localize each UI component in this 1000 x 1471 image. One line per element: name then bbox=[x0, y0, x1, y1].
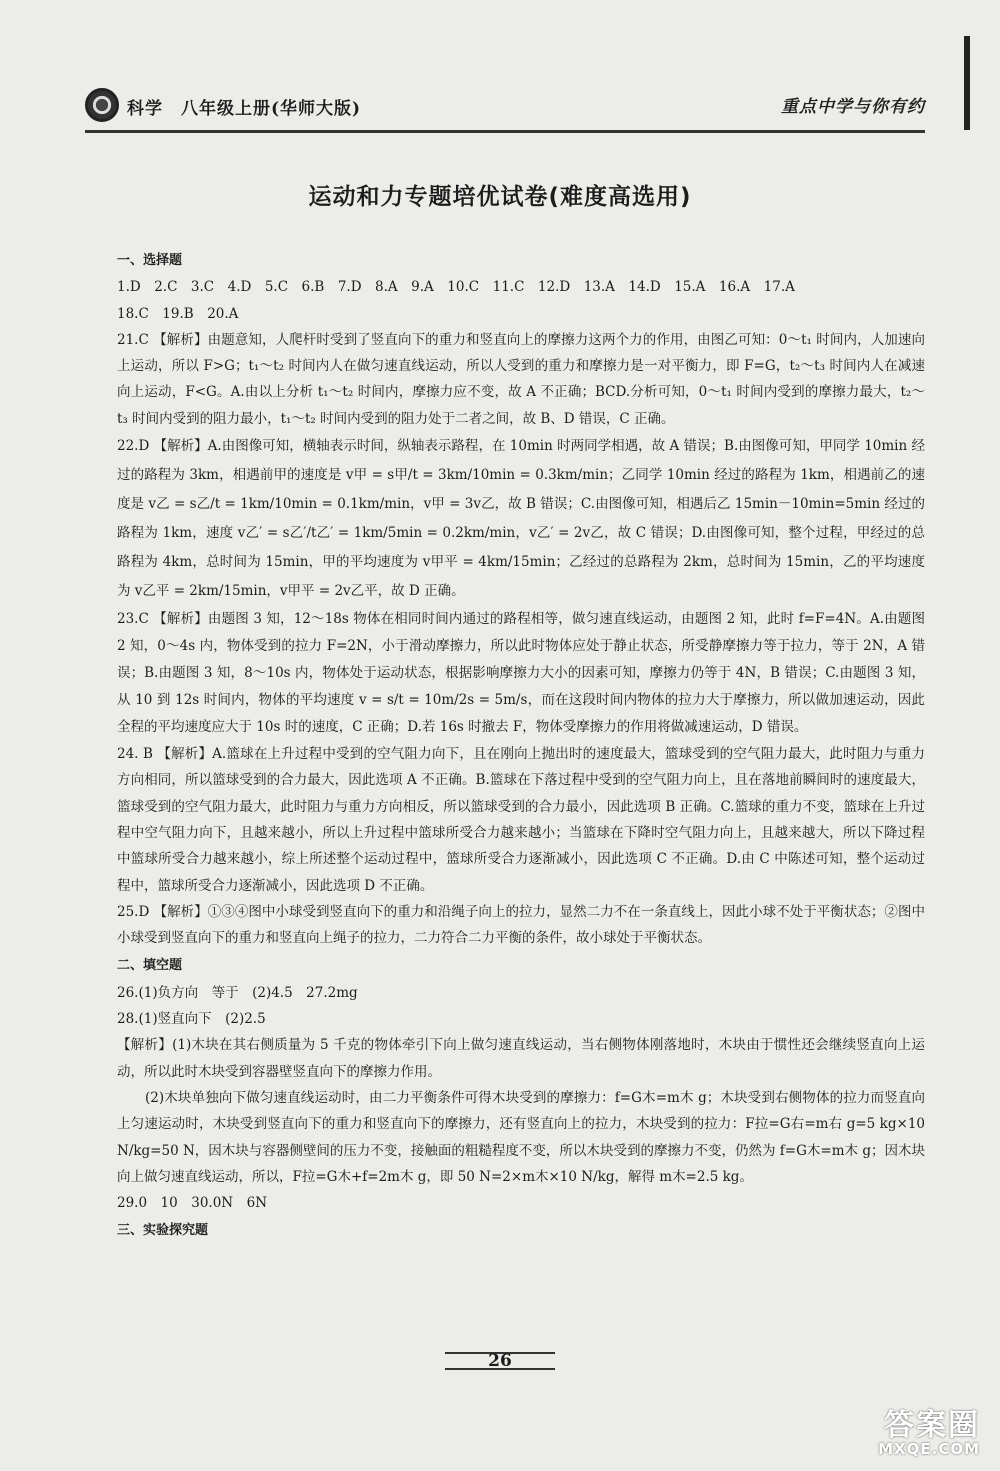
page-title: 运动和力专题培优试卷(难度高选用) bbox=[308, 184, 692, 210]
answer-q29-30: 29.0 10 30.0N 6N bbox=[117, 1195, 268, 1212]
explanation-q28-part1: 【解析】(1)木块在其右侧质量为 5 千克的物体牵引下向上做匀速直线运动，当右侧物体刚落地时，木块由于惯性还会继续竖直向上运动，所以此时木块受到容器壁竖直向下的摩擦力作用。 bbox=[117, 1037, 925, 1080]
watermark bbox=[820, 1400, 990, 1470]
page-number: 26 bbox=[488, 1351, 512, 1371]
page-header bbox=[85, 88, 925, 128]
explanation-q23: 23.C 【解析】由题图 3 知，12～18s 物体在相同时间内通过的路程相等，做匀速直线运动，由题图 2 知，此时 f=F=4N。A.由题图 2 知，0～4s 内，物体受到的拉力 F=2N，小于滑动摩擦力，所以此时物体应处于静止状态，所受静摩擦力等于拉力，等于 2N，A 错误；B.由题图 3 知，8～10s 内，物体处于运动状态，根据影响摩擦力大小的因素可知，摩擦力仍等于 4N，B 错误；C.由题图 3 知，从 10 到 12s 时间内，物体的平均速度 v = s/t = 10m/2s = 5m/s，而在这段时间内物体的拉力大于摩擦力，所以做加速运动，因此全程的平均速度应大于 10s 时的速度，C 正确；D.若 16s 时撤去 F，物体受摩擦力的作用将做减速运动，D 错误。 bbox=[117, 611, 925, 736]
explanation-q24: 24. B 【解析】A.篮球在上升过程中受到的空气阻力向下，且在刚向上抛出时的速度最大，篮球受到的空气阻力最大，此时阻力与重力方向相同，所以篮球受到的合力最大，因此选项 A 不正确。B.篮球在下落过程中受到的空气阻力向上，且在落地前瞬间时的速度最大，篮球受到的空气阻力最大，此时阻力与重力方向相反，所以篮球受到的合力最小，因此选项 B 正确。C.篮球的重力不变，篮球在上升过程中空气阻力向下，且越来越小，所以上升过程中篮球所受合力越来越小；当篮球在下降时空气阻力向上，且越来越大，所以下降过程中篮球所受合力越来越小，综上所述整个运动过程中，篮球所受合力逐渐减小，因此选项 C 不正确。D.由 C 中陈述可知，整个运动过程中，篮球所受合力逐渐减小，因此选项 D 不正确。 bbox=[117, 746, 925, 894]
explanation-q25: 25.D 【解析】①③④图中小球受到竖直向下的重力和沿绳子向上的拉力，显然二力不在一条直线上，因此小球不处于平衡状态；②图中小球受到竖直向下的重力和竖直向上绳子的拉力，二力符合二力平衡的条件，故小球处于平衡状态。 bbox=[117, 903, 925, 947]
answer-line-1: 1.D 2.C 3.C 4.D 5.C 6.B 7.D 8.A 9.A 10.C 11.C 12.D 13.A 14.D 15.A 16.A 17.A bbox=[117, 279, 795, 296]
header-rule bbox=[85, 130, 925, 133]
page-number-badge bbox=[445, 1346, 555, 1376]
watermark-url: MXQE.COM bbox=[878, 1440, 980, 1458]
margin-bar bbox=[964, 36, 970, 130]
section-heading-choice: 一、选择题 bbox=[117, 253, 183, 268]
watermark-text: 答案圈 bbox=[884, 1408, 980, 1443]
series-brand: 重点中学与你有约 bbox=[781, 97, 925, 117]
explanation-q21: 21.C 【解析】由题意知，人爬杆时受到了竖直向下的重力和竖直向上的摩擦力这两个力的作用，由图乙可知：0～t₁ 时间内，人加速向上运动，所以 F>G；t₁～t₂ 时间内人在做匀速直线运动，所以人受到的重力和摩擦力是一对平衡力，即 F=G，t₂～t₃ 时间内人在减速向上运动，F<G。A.由以上分析 t₁～t₂ 时间内，摩擦力应不变，故 A 不正确；BCD.分析可知，0～t₁ 时间内受到的摩擦力最大，t₂～t₃ 时间内受到的阻力最小，t₁～t₂ 时间内受到的阻力处于二者之间，故 B、D 错误，C 正确。 bbox=[117, 331, 925, 427]
section-heading-experiment: 三、实验探究题 bbox=[117, 1223, 209, 1239]
answer-q26-27: 26.(1)负方向 等于 (2)4.5 27.2mg bbox=[117, 984, 358, 1001]
answer-content bbox=[117, 246, 925, 1245]
school-logo-icon bbox=[85, 88, 119, 122]
section-heading-fill: 二、填空题 bbox=[117, 958, 183, 974]
answer-q28: 28.(1)竖直向下 (2)2.5 bbox=[117, 1011, 266, 1028]
answer-line-2: 18.C 19.B 20.A bbox=[117, 305, 239, 322]
book-title: 科学 八年级上册(华师大版) bbox=[127, 99, 362, 119]
explanation-q22: 22.D 【解析】A.由图像可知，横轴表示时间，纵轴表示路程，在 10min 时两同学相遇，故 A 错误；B.由图像可知，甲同学 10min 经过的路程为 3km，相遇前甲的速度是 v甲 = s甲/t = 3km/10min = 0.3km/min；乙同学 10min 经过的路程为 1km，相遇前乙的速度是 v乙 = s乙/t = 1km/10min = 0.1km/min，v甲 = 3v乙，故 B 错误；C.由图像可知，相遇后乙 15min－10min=5min 经过的路程为 1km，速度 v乙′ = s乙′/t乙′ = 1km/5min = 0.2km/min，v乙′ = 2v乙，故 C 错误；D.由图像可知，整个过程，甲经过的总路程为 4km，总时间为 15min，甲的平均速度为 v甲平 = 4km/15min；乙经过的总路程为 2km，总时间为 15min，乙的平均速度为 v乙平 = 2km/15min，v甲平 = 2v乙平，故 D 正确。 bbox=[117, 438, 925, 600]
explanation-q28-part2: (2)木块单独向下做匀速直线运动时，由二力平衡条件可得木块受到的摩擦力：f=G木=m木 g；木块受到右侧物体的拉力而竖直向上匀速运动时，木块受到竖直向下的重力和竖直向下的摩擦力，还有竖直向上的拉力，木块受到的拉力：F拉=G右=m右 g=5 kg×10 N/kg=50 N，因木块与容器侧壁间的压力不变，接触面的粗糙程度不变，所以木块受到的摩擦力不变，仍然为 f=G木=m木 g；因木块向上做匀速直线运动，所以，F拉=G木+f=2m木 g，即 50 N=2×m木×10 N/kg，解得 m木=2.5 kg。 bbox=[117, 1089, 925, 1185]
